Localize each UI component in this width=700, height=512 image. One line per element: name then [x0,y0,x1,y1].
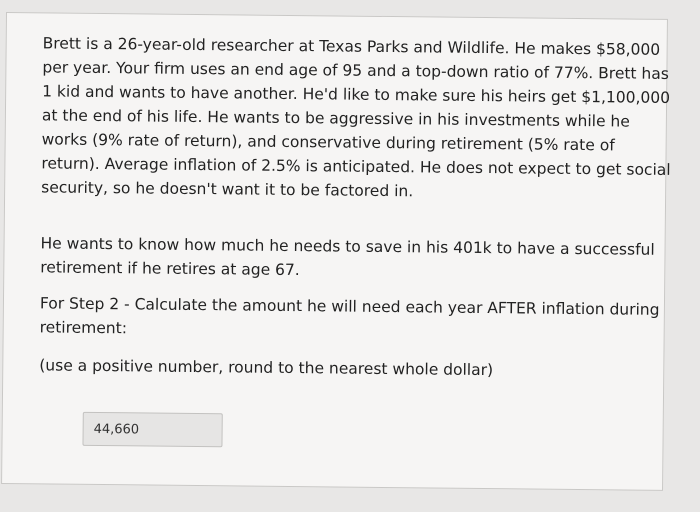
answer-input[interactable] [82,412,222,447]
problem-question: He wants to know how much he needs to save in his 401k to have a successful retirement if he retires at age 67. [40,234,655,280]
format-note: (use a positive number, round to the nearest whole dollar) [39,356,494,380]
question-card [1,12,671,491]
problem-scenario: Brett is a 26-year-old researcher at Texas Parks and Wildlife. He makes $58,000 per year. Your firm uses an end age of 95 and a top-down ratio of 77%. Brett has 1 kid and wants to have another. He'd like to make sure his heirs get $1,100,000 at the end of his life. He wants to be aggressive in his investments while he works (9% rate of return), and conservative during retirement (5% rate of return). Average inflation of 2.5% is anticipated. He does not expect to get social security, so he doesn't want it to be factored in. [41,34,671,201]
step-instruction: For Step 2 - Calculate the amount he will need each year AFTER inflation during retirement: [39,294,660,338]
